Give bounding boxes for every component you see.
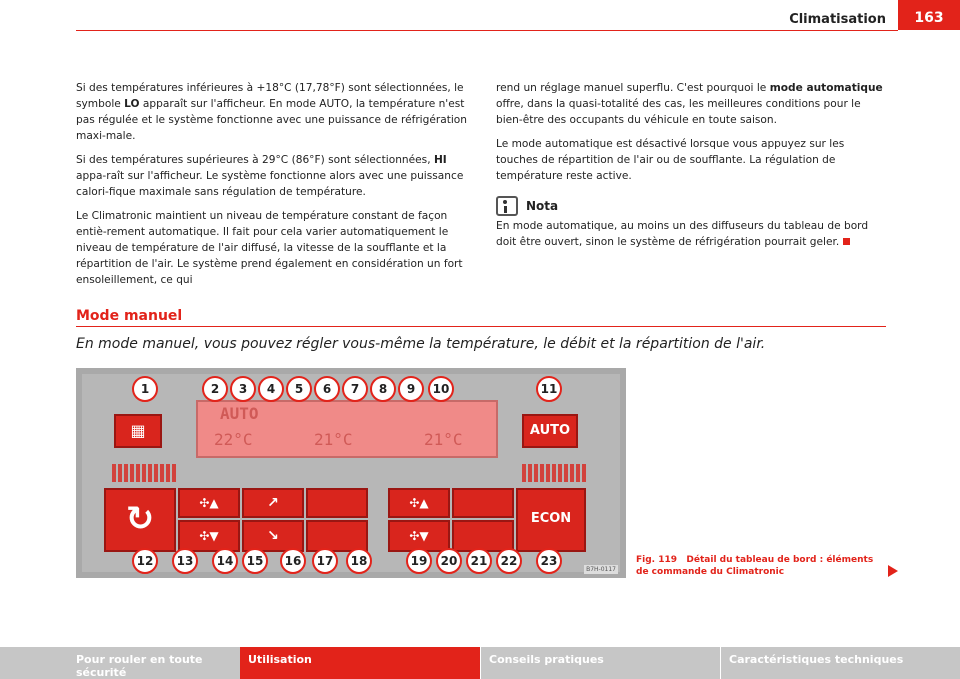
- left-column: [76, 80, 468, 296]
- callout-18: 18: [346, 548, 372, 574]
- page-header-title: Climatisation: [789, 12, 886, 27]
- callout-23: 23: [536, 548, 562, 574]
- end-of-section-marker: [843, 238, 850, 245]
- section-title: Mode manuel: [76, 308, 183, 324]
- caption-label: Fig. 119: [636, 555, 678, 565]
- callout-9: 9: [398, 376, 424, 402]
- paragraph-auto-mode: [496, 80, 886, 128]
- rear-defrost-button: [114, 414, 162, 448]
- paragraph-auto-off: Le mode automatique est désactivé lorsque vous appuyez sur les touches de répartition de l'air ou de soufflante. La régulation de température reste active.: [496, 138, 845, 182]
- display-temp-mid: 21°C: [314, 430, 353, 449]
- callout-8: 8: [370, 376, 396, 402]
- text: appa-raît sur l'afficheur. Le système fonctionne alors avec une puissance calori-fique maximale sans régulation de température.: [76, 170, 464, 198]
- fan-up-icon: ✣▲: [199, 496, 219, 510]
- callout-15: 15: [242, 548, 268, 574]
- callout-21: 21: [466, 548, 492, 574]
- caption-text: Détail du tableau de bord : éléments de commande du Climatronic: [636, 555, 874, 577]
- footer-nav: [0, 647, 960, 679]
- temp-up-left-button: [306, 488, 368, 518]
- callout-12: 12: [132, 548, 158, 574]
- continue-arrow-icon: [888, 565, 898, 577]
- right-grille: [522, 464, 588, 482]
- left-grille: [112, 464, 178, 482]
- term-auto-mode: mode automatique: [769, 82, 883, 94]
- header-divider: [76, 30, 898, 31]
- callout-1: 1: [132, 376, 158, 402]
- callout-11: 11: [536, 376, 562, 402]
- page-number: 163: [898, 0, 960, 30]
- econ-button: ECON: [516, 488, 586, 552]
- text: apparaît sur l'afficheur. En mode AUTO, la température n'est pas régulée et le système fonctionne avec une puissance de réfrigération maxi-male.: [76, 98, 468, 142]
- fan-up-left-button: [178, 488, 240, 518]
- callout-4: 4: [258, 376, 284, 402]
- text: rend un réglage manuel superflu. C'est pourquoi le: [496, 82, 770, 94]
- text: En mode automatique, au moins un des diffuseurs du tableau de bord doit être ouvert, sinon le système de réfrigération pourrait geler.: [496, 220, 869, 248]
- air-flow-upper-icon: ↗: [267, 495, 279, 511]
- symbol-lo: LO: [124, 98, 140, 110]
- right-column: [496, 80, 886, 258]
- footer-tab-securite[interactable]: Pour rouler en toute sécurité: [0, 647, 240, 679]
- paragraph-lo: [76, 80, 468, 144]
- callout-5: 5: [286, 376, 312, 402]
- fan-down-icon: ✣▼: [409, 529, 429, 543]
- note-text: [496, 218, 886, 250]
- figure-caption: [636, 554, 876, 578]
- display-temp-left: 22°C: [214, 430, 253, 449]
- air-flow-lower-icon: ↘: [267, 528, 279, 544]
- display-temp-right: 21°C: [424, 430, 463, 449]
- temp-up-right-button: [452, 488, 514, 518]
- callout-13: 13: [172, 548, 198, 574]
- text: offre, dans la quasi-totalité des cas, les meilleures conditions pour le bien-être des occupants du véhicule en toute saison.: [496, 98, 861, 126]
- callout-20: 20: [436, 548, 462, 574]
- text: Si des températures inférieures à +18°C (17,78°F) sont sélectionnées, le symbole: [76, 82, 464, 110]
- display-mode: AUTO: [220, 404, 259, 423]
- text: Si des températures supérieures à 29°C (86°F) sont sélectionnées,: [76, 154, 434, 166]
- fan-down-icon: ✣▼: [199, 529, 219, 543]
- footer-tab-utilisation[interactable]: Utilisation: [240, 647, 480, 679]
- callout-2: 2: [202, 376, 228, 402]
- callout-14: 14: [212, 548, 238, 574]
- climatronic-display: [196, 400, 498, 458]
- recirculation-icon: ↻: [125, 499, 155, 539]
- footer-tab-conseils[interactable]: Conseils pratiques: [480, 647, 720, 679]
- section-lead: En mode manuel, vous pouvez régler vous-même la température, le débit et la répartition de l'air.: [76, 336, 766, 352]
- footer-tab-caracteristiques[interactable]: Caractéristiques techniques: [720, 647, 960, 679]
- figure-code: B7H-0117: [586, 566, 616, 573]
- section-divider: [76, 326, 886, 327]
- fan-up-icon: ✣▲: [409, 496, 429, 510]
- note-header: [496, 196, 886, 216]
- symbol-hi: HI: [433, 154, 447, 166]
- fan-up-right-button: [388, 488, 450, 518]
- callout-6: 6: [314, 376, 340, 402]
- fan-down-left-button: [178, 520, 240, 552]
- auto-button: AUTO: [522, 414, 578, 448]
- callout-22: 22: [496, 548, 522, 574]
- note-title: Nota: [526, 199, 559, 213]
- callout-3: 3: [230, 376, 256, 402]
- callout-19: 19: [406, 548, 432, 574]
- recirculation-button: [104, 488, 176, 552]
- temp-down-right-button: [452, 520, 514, 552]
- paragraph-climatronic: Le Climatronic maintient un niveau de température constant de façon entiè-rement automatique. Il fait pour cela varier automatiquement le niveau de température de l'air diffusé, la vitesse de la soufflante et la répartition de l'air. Le système prend également en considération un fort ensoleillement, ce qui: [76, 210, 463, 286]
- air-upper-button: [242, 488, 304, 518]
- paragraph-hi: [76, 152, 468, 200]
- callout-17: 17: [312, 548, 338, 574]
- callout-10: 10: [428, 376, 454, 402]
- panel-body: [82, 374, 620, 572]
- callout-16: 16: [280, 548, 306, 574]
- rear-defrost-icon: ▦: [130, 421, 146, 440]
- climatronic-panel-figure: [76, 368, 626, 578]
- callout-7: 7: [342, 376, 368, 402]
- info-note-icon: [496, 196, 518, 216]
